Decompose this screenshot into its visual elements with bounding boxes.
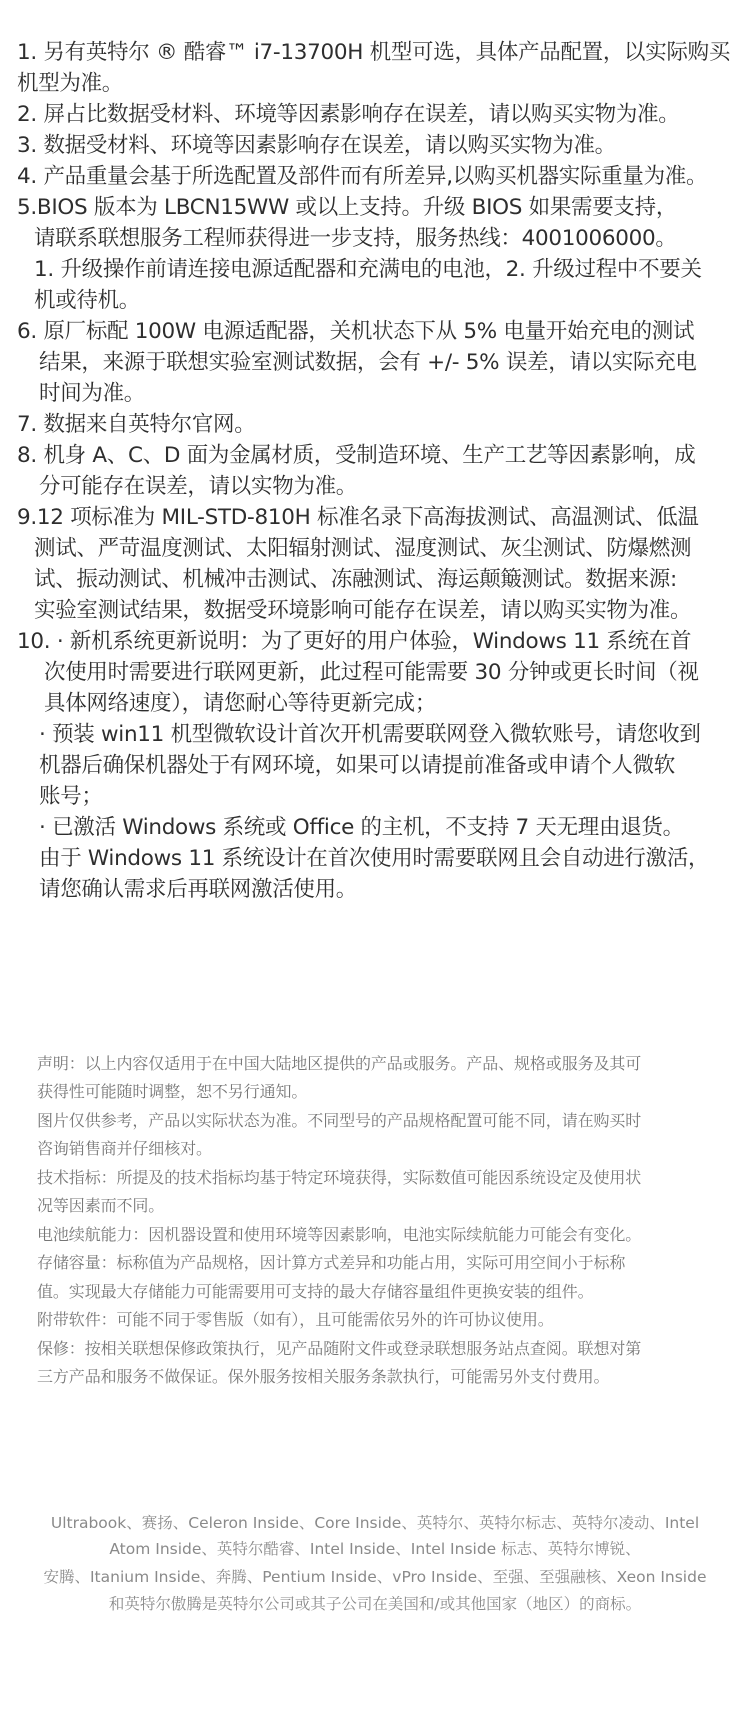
note-line: 机型为准。 <box>17 71 124 96</box>
disclaimer-line: 存储容量：标称值为产品规格，因计算方式差异和功能占用，实际可用空间小于标称 <box>37 1253 626 1272</box>
note-line: 试、振动测试、机械冲击测试、冻融测试、海运颠簸测试。数据来源: <box>34 567 677 592</box>
disclaimer-line: 图片仅供参考，产品以实际状态为准。不同型号的产品规格配置可能不同，请在购买时 <box>37 1111 642 1130</box>
note-line: 6. 原厂标配 100W 电源适配器，关机状态下从 5% 电量开始充电的测试 <box>17 319 695 344</box>
note-line: 10. · 新机系统更新说明：为了更好的用户体验，Windows 11 系统在首 <box>17 629 692 654</box>
note-line: 8. 机身 A、C、D 面为金属材质，受制造环境、生产工艺等因素影响，成 <box>17 443 696 468</box>
note-line: 分可能存在误差，请以实物为准。 <box>39 474 358 499</box>
disclaimer-line: 三方产品和服务不做保证。保外服务按相关服务条款执行，可能需另外支付费用。 <box>37 1367 610 1386</box>
disclaimer-line: 电池续航能力：因机器设置和使用环境等因素影响，电池实际续航能力可能会有变化。 <box>37 1225 642 1244</box>
note-line: 5.BIOS 版本为 LBCN15WW 或以上支持。升级 BIOS 如果需要支持， <box>17 195 678 220</box>
note-line: 4. 产品重量会基于所选配置及部件而有所差异,以购买机器实际重量为准。 <box>17 164 708 189</box>
note-line: 结果，来源于联想实验室测试数据，会有 +/- 5% 误差，请以实际充电 <box>39 350 697 375</box>
note-line: 时间为准。 <box>39 381 146 406</box>
note-line: 机器后确保机器处于有网环境，如果可以请提前准备或申请个人微软 <box>39 753 676 778</box>
note-line: 9.12 项标准为 MIL-STD-810H 标准名录下高海拔测试、高温测试、低温 <box>17 505 699 530</box>
disclaimer-line: 况等因素而不同。 <box>37 1196 165 1215</box>
disclaimer-line: 附带软件：可能不同于零售版（如有），且可能需依另外的许可协议使用。 <box>37 1310 554 1329</box>
trademark-line: 安腾、Itanium Inside、奔腾、Pentium Inside、vPro Inside、至强、至强融核、Xeon Inside <box>43 1568 707 1586</box>
note-line: 机或待机。 <box>34 288 141 313</box>
trademark-line: Ultrabook、赛扬、Celeron Inside、Core Inside、英特尔、英特尔标志、英特尔凌动、Intel <box>50 1514 700 1532</box>
disclaimer-line: 值。实现最大存储能力可能需要用可支持的最大存储容量组件更换安装的组件。 <box>37 1282 594 1301</box>
note-line: 2. 屏占比数据受材料、环境等因素影响存在误差，请以购买实物为准。 <box>17 102 680 127</box>
note-line: 请联系联想服务工程师获得进一步支持，服务热线：4001006000。 <box>34 226 677 251</box>
disclaimer-line: 技术指标：所提及的技术指标均基于特定环境获得，实际数值可能因系统设定及使用状 <box>37 1168 642 1187</box>
disclaimer-line: 咨询销售商并仔细核对。 <box>37 1139 212 1158</box>
note-line: · 已激活 Windows 系统或 Office 的主机，不支持 7 天无理由退货。 <box>39 815 684 840</box>
note-line: · 预装 win11 机型微软设计首次开机需要联网登入微软账号，请您收到 <box>39 722 701 747</box>
note-line: 1. 另有英特尔 ® 酷睿™ i7-13700H 机型可选，具体产品配置，以实际购买 <box>17 40 731 65</box>
note-line: 请您确认需求后再联网激活使用。 <box>39 877 358 902</box>
note-line: 账号； <box>39 784 103 809</box>
note-line: 次使用时需要进行联网更新，此过程可能需要 30 分钟或更长时间（视 <box>44 660 699 685</box>
trademark-line: Atom Inside、英特尔酷睿、Intel Inside、Intel Inside 标志、英特尔博锐、 <box>109 1540 641 1558</box>
disclaimer-line: 保修：按相关联想保修政策执行，见产品随附文件或登录联想服务站点查阅。联想对第 <box>37 1339 642 1358</box>
note-line: 具体网络速度），请您耐心等待更新完成； <box>44 691 437 716</box>
note-line: 3. 数据受材料、环境等因素影响存在误差，请以购买实物为准。 <box>17 133 616 158</box>
note-line: 实验室测试结果，数据受环境影响可能存在误差，请以购买实物为准。 <box>34 598 692 623</box>
note-line: 7. 数据来自英特尔官网。 <box>17 412 256 437</box>
disclaimer-line: 获得性可能随时调整，恕不另行通知。 <box>37 1082 308 1101</box>
trademark-line: 和英特尔傲腾是英特尔公司或其子公司在美国和/或其他国家（地区）的商标。 <box>108 1595 642 1613</box>
note-line: 测试、严苛温度测试、太阳辐射测试、湿度测试、灰尘测试、防爆燃测 <box>34 536 692 561</box>
disclaimer-line: 声明：以上内容仅适用于在中国大陆地区提供的产品或服务。产品、规格或服务及其可 <box>37 1054 642 1073</box>
note-line: 1. 升级操作前请连接电源适配器和充满电的电池，2. 升级过程中不要关 <box>34 257 702 282</box>
note-line: 由于 Windows 11 系统设计在首次使用时需要联网且会自动进行激活， <box>39 846 710 871</box>
